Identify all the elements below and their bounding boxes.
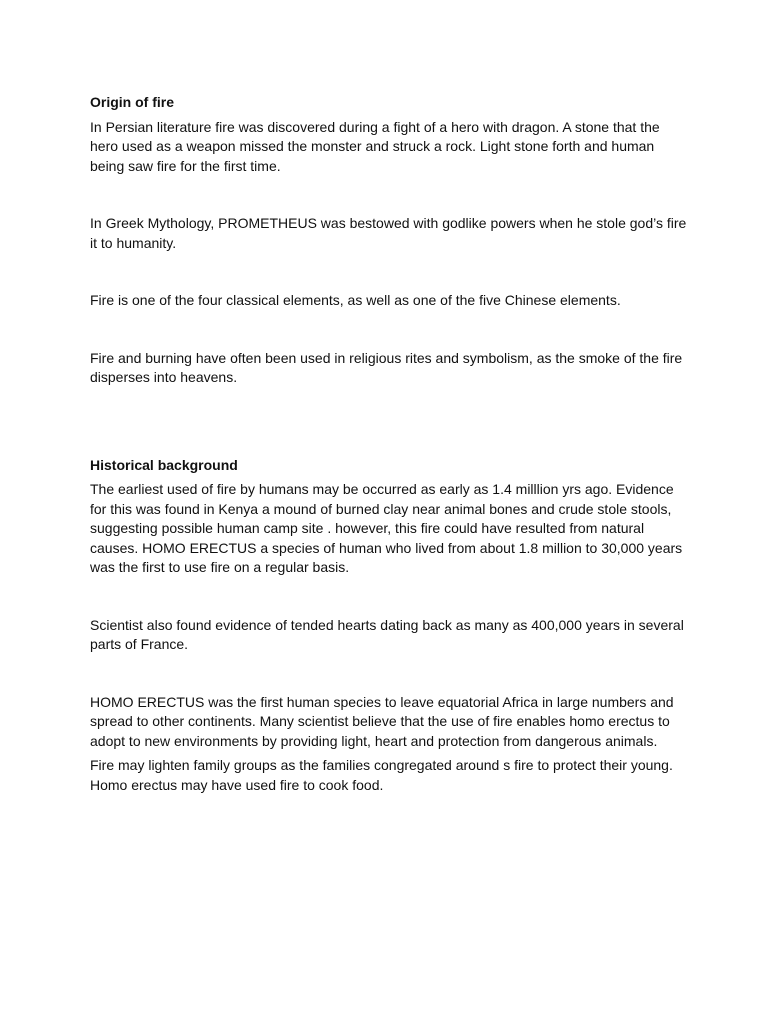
paragraph: In Greek Mythology, PROMETHEUS was bestowed with godlike powers when he stole god’s fire it to humanity. [90, 215, 687, 251]
paragraph: HOMO ERECTUS was the first human species to leave equatorial Africa in large numbers and spread to other continents. Many scientist believe that the use of fire enables homo erectus to adopt to new environments by providing light, heart and protection from dangerous animals. [90, 693, 674, 749]
section-heading-historical: Historical background [90, 456, 238, 473]
section-heading-origin: Origin of fire [90, 94, 174, 110]
paragraph: Scientist also found evidence of tended hearts dating back as many as 400,000 years in several parts of France. [90, 616, 684, 652]
document-page [90, 93, 690, 795]
paragraph: Fire is one of the four classical elements, as well as one of the five Chinese elements. [90, 292, 621, 308]
paragraph: The earliest used of fire by humans may be occurred as early as 1.4 milllion yrs ago. Evidence for this was found in Kenya a mound of burned clay near animal bones and crude stole stools, suggesting possible human camp site . however, this fire could have resulted from natural causes. HOMO ERECTUS a species of human who lived from about 1.8 million to 30,000 years was the first to use fire on a regular basis. [90, 481, 683, 575]
paragraph: In Persian literature fire was discovered during a fight of a hero with dragon. A stone that the hero used as a weapon missed the monster and struck a rock. Light stone forth and human being saw fire for the first time. [90, 118, 660, 174]
paragraph: Fire may lighten family groups as the families congregated around s fire to protect their young. Homo erectus may have used fire to cook food. [90, 757, 673, 793]
paragraph: Fire and burning have often been used in religious rites and symbolism, as the smoke of the fire disperses into heavens. [90, 349, 683, 385]
